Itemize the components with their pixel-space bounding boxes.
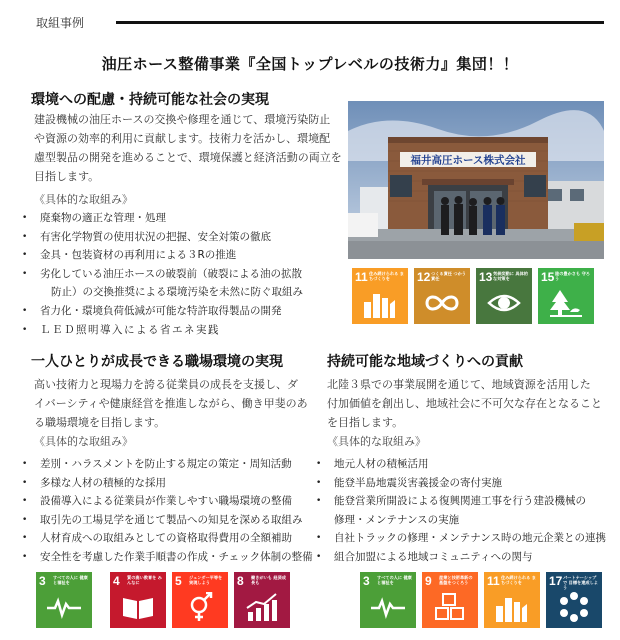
list-item-continuation: 防止）の交換推奨による環境汚染を未然に防ぐ取組み bbox=[51, 286, 303, 299]
list-item: • 地元人材の積極活用 bbox=[311, 455, 606, 474]
heartbeat-icon bbox=[370, 592, 406, 622]
community-line: 北陸３県での事業展開を通じて、地域資源を活用した bbox=[327, 378, 591, 391]
list-item: • 取引先の工場見学を通じて製品への知見を深める取組み bbox=[17, 511, 313, 530]
list-item: • 自社トラックの修理・メンテナンス時の地元企業との連携 bbox=[311, 529, 606, 548]
list-item: • 廃棄物の適正な管理・処理 bbox=[17, 209, 303, 228]
sdg-icon-3: 3 すべての人に 健康と福祉を bbox=[36, 572, 92, 628]
workplace-section-title: 一人ひとりが成長できる職場環境の実現 bbox=[31, 354, 283, 370]
community-section-title: 持続可能な地域づくりへの貢献 bbox=[327, 354, 523, 370]
sdg-icon-12: 12 つくる責任 つかう責任 bbox=[414, 268, 470, 324]
list-item-continuation: 修理・メンテナンスの実施 bbox=[334, 513, 460, 526]
header-rule bbox=[116, 21, 604, 24]
env-line: 建設機械の油圧ホースの交換や修理を通じて、環境汚染防止 bbox=[34, 113, 331, 126]
tree-icon bbox=[548, 288, 584, 318]
workplace-subheading: 《具体的な取組み》 bbox=[34, 435, 133, 448]
env-line: や資源の効率的利用に貢献します。技術力を活かし、環境配 bbox=[34, 132, 331, 145]
community-list bbox=[311, 455, 606, 567]
city-icon bbox=[494, 592, 530, 622]
sdg-icon-17: 17 パートナーシップで 目標を達成しよう bbox=[546, 572, 602, 628]
sdg-icon-3: 3 すべての人に 健康と福祉を bbox=[360, 572, 416, 628]
community-subheading: 《具体的な取組み》 bbox=[327, 435, 426, 448]
list-item: • 多様な人材の積極的な採用 bbox=[17, 474, 313, 493]
sdg-icon-11: 11 住み続けられる まちづくりを bbox=[484, 572, 540, 628]
list-item: • 差別・ハラスメントを防止する規定の策定・周知活動 bbox=[17, 455, 313, 474]
env-paragraph bbox=[34, 110, 342, 186]
sdg-icon-9: 9 産業と技術革新の 基盤をつくろう bbox=[422, 572, 478, 628]
infinity-icon bbox=[424, 288, 460, 318]
list-item: • 設備導入による従業員が作業しやすい職場環境の整備 bbox=[17, 492, 313, 511]
book-icon bbox=[120, 592, 156, 622]
sdg-icon-13: 13 気候変動に 具体的な対策を bbox=[476, 268, 532, 324]
env-section-title: 環境への配慮・持続可能な社会の実現 bbox=[31, 92, 269, 108]
company-building-photo bbox=[348, 101, 604, 259]
sdg-icon-8: 8 働きがいも 経済成長も bbox=[234, 572, 290, 628]
env-line: 目指します。 bbox=[34, 170, 100, 183]
list-item: • 組合加盟による地域コミュニティへの関与 bbox=[311, 548, 606, 567]
sdg-icon-5: 5 ジェンダー平等を 実現しよう bbox=[172, 572, 228, 628]
workplace-list bbox=[17, 455, 313, 567]
city-icon bbox=[362, 288, 398, 318]
building-illustration bbox=[348, 101, 604, 259]
community-line: 付加価値を創出し、地域社会に不可欠な存在となること bbox=[327, 397, 602, 410]
list-item: • 人材育成への取組みとしての資格取得費用の全額補助 bbox=[17, 529, 313, 548]
flower-ring-icon bbox=[556, 592, 592, 622]
list-item: • 金具・包装資材の再利用による３Rの推進 bbox=[17, 246, 303, 265]
gender-icon bbox=[182, 592, 218, 622]
workplace-line: る職場環境を目指します。 bbox=[34, 416, 166, 429]
env-line: 慮型製品の開発を進めることで、環境保護と経済活動の両立を bbox=[34, 151, 342, 164]
sdg-icon-11: 11 住み続けられる まちづくりを bbox=[352, 268, 408, 324]
eye-globe-icon bbox=[486, 288, 522, 318]
building-sign: 福井高圧ホース株式会社 bbox=[410, 154, 526, 167]
section-label: 取組事例 bbox=[36, 16, 85, 30]
list-item: • 劣化している油圧ホースの破裂前（破裂による油の拡散 bbox=[17, 265, 303, 284]
list-item: • 有害化学物質の使用状況の把握、安全対策の徹底 bbox=[17, 228, 303, 247]
community-paragraph bbox=[327, 375, 602, 432]
community-line: を目指します。 bbox=[327, 416, 404, 429]
sdg-icon-15: 15 陸の豊かさも 守ろう bbox=[538, 268, 594, 324]
cubes-icon bbox=[432, 592, 468, 622]
page-title: 油圧ホース整備事業『全国トップレベルの技術力』集団！！ bbox=[101, 55, 519, 73]
workplace-line: 高い技術力と現場力を誇る従業員の成長を支援し、ダ bbox=[34, 378, 298, 391]
list-item: • 能登営業所開設による復興関連工事を行う建設機械の bbox=[311, 492, 606, 511]
list-item: • 能登半島地震災害義援金の寄付実施 bbox=[311, 474, 606, 493]
list-item: • 安全性を考慮した作業手順書の作成・チェック体制の整備 bbox=[17, 548, 313, 567]
heartbeat-icon bbox=[46, 592, 82, 622]
env-subheading: 《具体的な取組み》 bbox=[34, 193, 133, 206]
growth-chart-icon bbox=[244, 592, 280, 622]
workplace-paragraph bbox=[34, 375, 308, 432]
env-list bbox=[17, 209, 303, 339]
list-item: • 省力化・環境負荷低減が可能な特許取得製品の開発 bbox=[17, 302, 303, 321]
sdg-icon-4: 4 質の高い教育を みんなに bbox=[110, 572, 166, 628]
workplace-line: イバーシティや健康経営を推進しながら、働き甲斐のあ bbox=[34, 397, 308, 410]
list-item: • ＬＥＤ照明導入による省エネ実践 bbox=[17, 321, 303, 340]
